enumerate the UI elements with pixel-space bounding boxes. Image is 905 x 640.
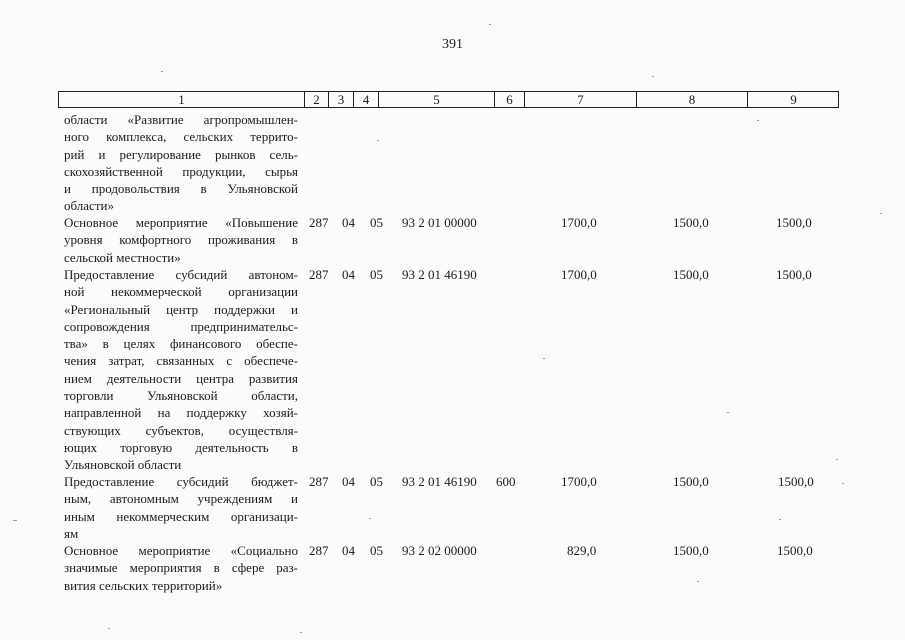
cell-amount-9: 1500,0 <box>776 215 812 230</box>
cell-amount-9: 1500,0 <box>776 267 812 282</box>
header-col-1: 1 <box>178 92 185 107</box>
scan-speck <box>652 76 654 77</box>
cell-section: 04 <box>342 267 355 282</box>
cell-ministry: 287 <box>309 543 329 558</box>
cell-section: 04 <box>342 474 355 489</box>
cell-target-code: 93 2 02 00000 <box>402 543 477 558</box>
cell-amount-8: 1500,0 <box>673 543 709 558</box>
page-number: 391 <box>442 37 463 52</box>
scan-speck <box>489 24 491 25</box>
scan-speck <box>369 518 371 519</box>
header-col-3: 3 <box>328 92 353 107</box>
header-col-5: 5 <box>378 92 494 107</box>
cell-amount-7: 829,0 <box>567 543 597 558</box>
scan-speck <box>727 412 729 413</box>
cell-target-code: 93 2 01 46190 <box>402 474 477 489</box>
cell-section: 04 <box>342 215 355 230</box>
cell-section: 04 <box>342 543 355 558</box>
scan-speck <box>161 71 163 72</box>
header-col-9: 9 <box>747 92 839 107</box>
cell-amount-9: 1500,0 <box>777 543 813 558</box>
scan-speck <box>377 140 379 141</box>
header-col-6: 6 <box>494 92 524 107</box>
scan-speck <box>697 581 699 582</box>
scan-speck <box>842 483 844 484</box>
cell-subsection: 05 <box>370 215 383 230</box>
cell-amount-7: 1700,0 <box>561 474 597 489</box>
scan-speck <box>13 520 17 521</box>
scan-speck <box>108 628 110 629</box>
cell-subsection: 05 <box>370 267 383 282</box>
scan-speck <box>757 120 759 121</box>
header-col-4: 4 <box>353 92 378 107</box>
table-header-row <box>58 91 839 108</box>
header-col-7: 7 <box>524 92 636 107</box>
cell-target-code: 93 2 01 46190 <box>402 267 477 282</box>
cell-amount-7: 1700,0 <box>561 215 597 230</box>
scan-speck <box>880 213 882 214</box>
cell-expense-type: 600 <box>496 474 516 489</box>
row-name: Основное мероприятие «Повышение уровня комфортного проживания в сельской местности» <box>64 215 298 265</box>
cell-amount-8: 1500,0 <box>673 267 709 282</box>
cell-amount-8: 1500,0 <box>673 474 709 489</box>
scan-speck <box>543 358 545 359</box>
cell-amount-9: 1500,0 <box>778 474 814 489</box>
scan-speck <box>779 519 781 520</box>
cell-ministry: 287 <box>309 474 329 489</box>
header-col-8: 8 <box>636 92 747 107</box>
cell-subsection: 05 <box>370 543 383 558</box>
cell-ministry: 287 <box>309 267 329 282</box>
cell-ministry: 287 <box>309 215 329 230</box>
cell-subsection: 05 <box>370 474 383 489</box>
row-name: Предоставление субсидий бюджет- ным, автономным учреждениям и иным некоммерческим организаци- ям <box>64 474 298 541</box>
row-name: области «Развитие агропромышлен- ного комплекса, сельских террито- рий и регулирование рынков сель- скохозяйственной продукции, сырья и продовольствия в Ульяновской области» <box>64 112 298 214</box>
row-name: Предоставление субсидий автоном- ной некоммерческой организации «Региональный центр поддержки и сопровождения предпринимательс- тва» в целях финансового обеспе- чения затрат, связанных с обеспече- нием деятельности центра развития торговли Ульяновской области, направленной на поддержку хозяй- ствующих субъектов, осуществля- ющих торговую деятельность в Ульяновской области <box>64 267 298 473</box>
header-col-2: 2 <box>304 92 328 107</box>
row-name: Основное мероприятие «Социально значимые мероприятия в сфере раз- вития сельских территорий» <box>64 543 298 593</box>
cell-amount-7: 1700,0 <box>561 267 597 282</box>
cell-amount-8: 1500,0 <box>673 215 709 230</box>
scan-speck <box>836 459 838 460</box>
cell-target-code: 93 2 01 00000 <box>402 215 477 230</box>
scan-speck <box>300 632 302 633</box>
